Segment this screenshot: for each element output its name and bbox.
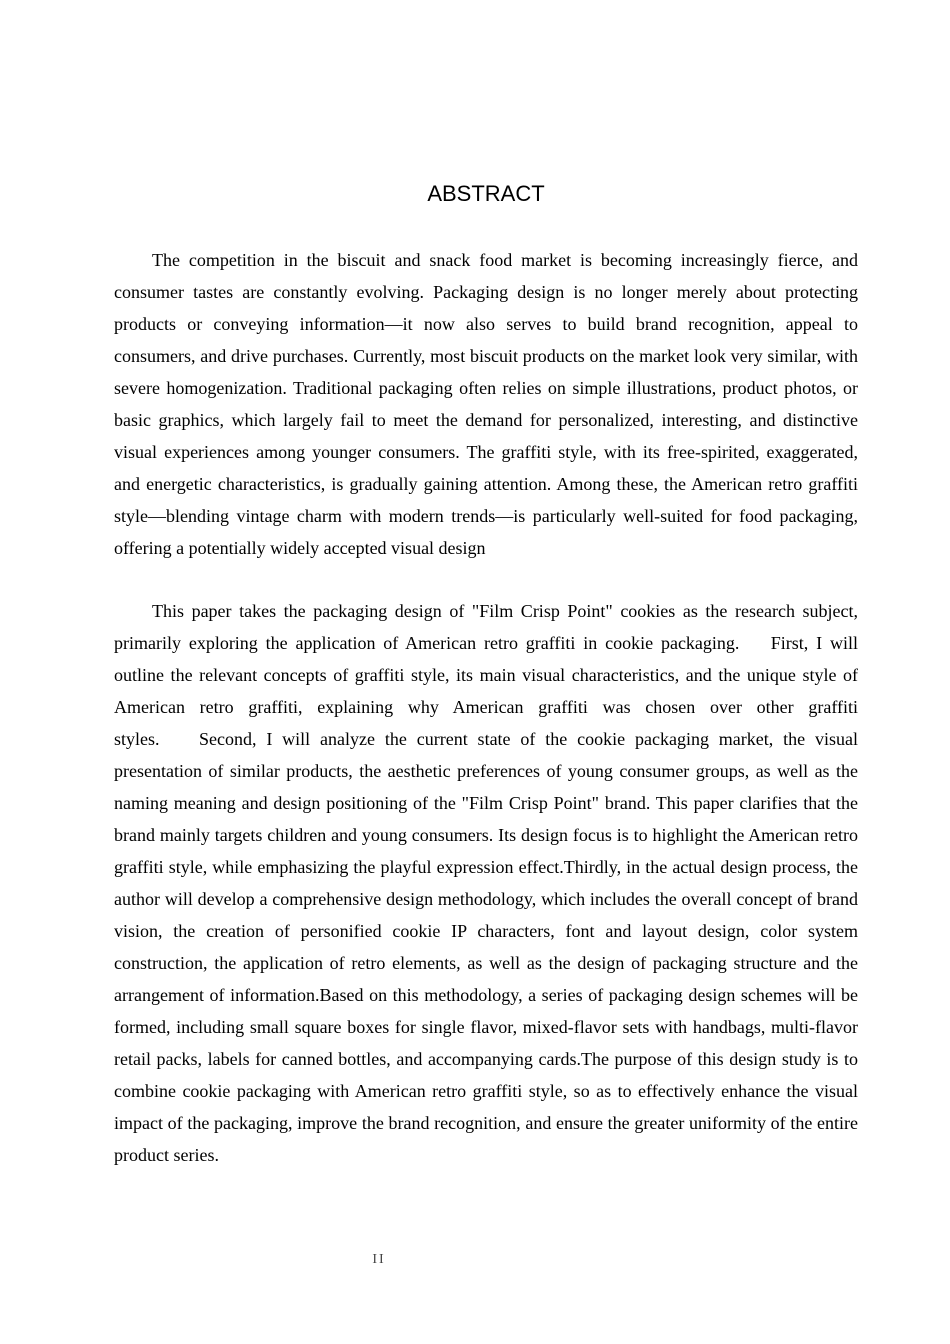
abstract-paragraph-1: The competition in the biscuit and snack food market is becoming increasingly fierce, and consumer tastes are constantly evolving. Packaging design is no longer merely about protecting products or conveying information—it now also serves to build brand recognition, appeal to consumers, and drive purchases. Currently, most biscuit products on the market look very similar, with severe homogenization. Traditional packaging often relies on simple illustrations, product photos, or basic graphics, which largely fail to meet the demand for personalized, interesting, and distinctive visual experiences among younger consumers. The graffiti style, with its free-spirited, exaggerated, and energetic characteristics, is gradually gaining attention. Among these, the American retro graffiti style—blending vintage charm with modern trends—is particularly well-suited for food packaging, offering a potentially widely accepted visual design	[114, 250, 858, 558]
abstract-heading: ABSTRACT	[427, 181, 545, 206]
page-number: II	[372, 1252, 386, 1267]
abstract-paragraph-2: This paper takes the packaging design of "Film Crisp Point" cookies as the research subject, primarily exploring the application of American retro graffiti in cookie packaging. First, I will outline the relevant concepts of graffiti style, its main visual characteristics, and the unique style of American retro graffiti, explaining why American graffiti was chosen over other graffiti styles. Second, I will analyze the current state of the cookie packaging market, the visual presentation of similar products, the aesthetic preferences of young consumer groups, as well as the naming meaning and design positioning of the "Film Crisp Point" brand. This paper clarifies that the brand mainly targets children and young consumers. Its design focus is to highlight the American retro graffiti style, while emphasizing the playful expression effect.Thirdly, in the actual design process, the author will develop a comprehensive design methodology, which includes the overall concept of brand vision, the creation of personified cookie IP characters, font and layout design, color system construction, the application of retro elements, as well as the design of packaging structure and the arrangement of information.Based on this methodology, a series of packaging design schemes will be formed, including small square boxes for single flavor, mixed-flavor sets with handbags, multi-flavor retail packs, labels for canned bottles, and accompanying cards.The purpose of this design study is to combine cookie packaging with American retro graffiti style, so as to effectively enhance the visual impact of the packaging, improve the brand recognition, and ensure the greater uniformity of the entire product series.	[114, 601, 858, 1165]
